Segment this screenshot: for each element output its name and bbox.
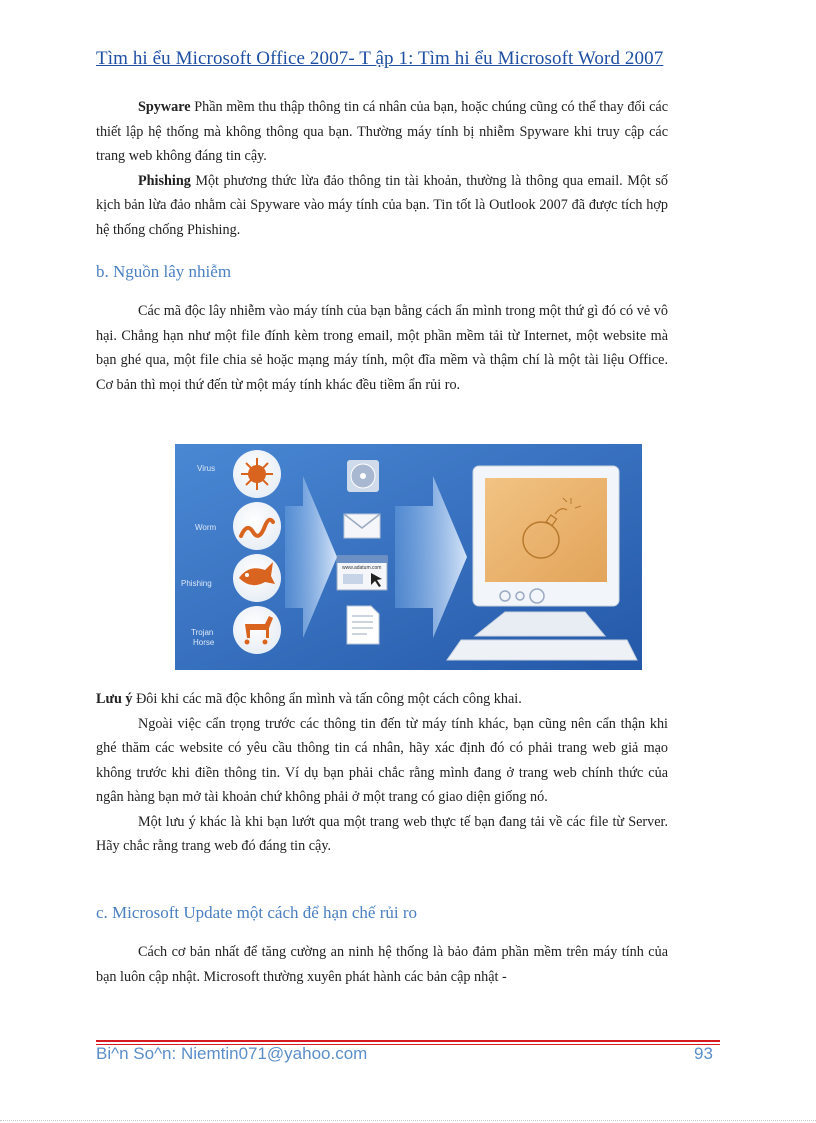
note-paragraph-2: Một lưu ý khác là khi bạn lướt qua một trang web thực tế bạn đang tải về các file từ Server. Hãy chắc rằng trang web đó đáng tin cậy. <box>96 813 668 854</box>
section-c-body <box>96 940 668 989</box>
spyware-term: Spyware <box>138 99 191 115</box>
section-c-heading: c. Microsoft Update một cách để hạn chế rủi ro <box>96 903 417 922</box>
website-window-icon <box>337 556 387 590</box>
phishing-text: Một phương thức lừa đảo thông tin tài khoản, thường là thông qua email. Một số kịch bản lừa đảo nhằm cài Spyware vào máy tính của bạn. Tin tốt là Outlook 2007 đã được tích hợp hệ thống chống Phishing. <box>96 172 668 238</box>
section-b-body <box>96 299 668 397</box>
malware-sources-figure <box>175 444 642 670</box>
website-url: www.adatum.com <box>342 565 382 571</box>
label-virus: Virus <box>197 464 216 473</box>
section-c-paragraph: Cách cơ bản nhất để tăng cường an ninh hệ thống là bảo đảm phần mềm trên máy tính của bạn luôn cập nhật. Microsoft thường xuyên phát hành các bản cập nhật - <box>96 944 668 985</box>
document-file-icon <box>347 606 379 644</box>
spyware-paragraph <box>96 95 668 169</box>
intro-block <box>96 95 668 242</box>
email-envelope-icon <box>344 514 380 538</box>
phishing-term: Phishing <box>138 172 191 189</box>
phishing-paragraph <box>96 169 668 243</box>
label-trojan: Trojan <box>191 628 214 637</box>
trojan-horse-icon <box>233 606 281 654</box>
label-phishing: Phishing <box>181 579 212 588</box>
label-worm: Worm <box>195 523 217 532</box>
footer-rule-thick <box>96 1040 720 1042</box>
virus-icon <box>233 450 281 498</box>
note-text: Đôi khi các mã độc không ẩn mình và tấn công một cách công khai. <box>132 691 522 707</box>
cd-disc-icon <box>347 460 379 492</box>
note-block <box>96 687 668 859</box>
label-horse: Horse <box>193 638 215 647</box>
note-line <box>96 687 668 712</box>
page-bottom-border <box>0 1120 816 1121</box>
malware-illustration <box>175 444 642 670</box>
footer-author: Bi^n So^n: Niemtin071@yahoo.com <box>96 1044 368 1063</box>
spyware-text: Phần mềm thu thập thông tin cá nhân của bạn, hoặc chúng cũng có thể thay đổi các thiết lập hệ thống mà không thông qua bạn. Thường máy tính bị nhiễm Spyware khi truy cập các trang web không đáng tin cậy. <box>96 99 668 164</box>
phishing-fish-icon <box>233 554 281 602</box>
section-b-heading: b. Nguồn lây nhiễm <box>96 262 232 281</box>
section-b-paragraph: Các mã độc lây nhiễm vào máy tính của bạn bằng cách ẩn mình trong một thứ gì đó có vẻ vô hại. Chẳng hạn như một file đính kèm trong email, một phần mềm tải từ Internet, một website mà bạn ghé qua, một file chia sẻ hoặc mạng máy tính, một đĩa mềm và thậm chí là một tài liệu Office. Cơ bản thì mọi thứ đến từ một máy tính khác đều tiềm ẩn rủi ro. <box>96 303 668 393</box>
page-header-title: Tìm hi ểu Microsoft Office 2007- T ập 1: Tìm hi ểu Microsoft Word 2007 <box>96 48 664 69</box>
note-paragraph-1: Ngoài việc cẩn trọng trước các thông tin đến từ máy tính khác, bạn cũng nên cẩn thận khi ghé thăm các website có yêu cầu thông tin cá nhân, hãy xác định đó có phải trang web giả mạo không trước khi điền thông tin. Ví dụ bạn phải chắc rằng mình đang ở trang web chính thức của ngân hàng bạn mở tài khoản chứ không phải ở một trang có giao diện giống nó. <box>96 715 668 805</box>
page-number: 93 <box>694 1044 713 1063</box>
worm-icon <box>233 502 281 550</box>
note-term: Lưu ý <box>96 691 133 707</box>
